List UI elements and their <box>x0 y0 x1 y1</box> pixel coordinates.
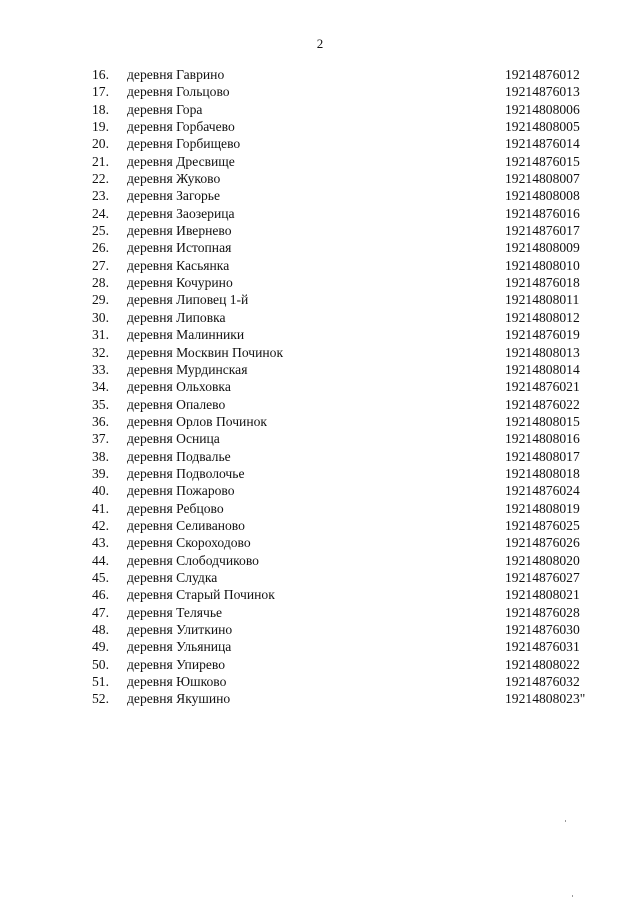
item-number: 46. <box>92 587 109 603</box>
item-number: 47. <box>92 604 109 620</box>
item-name: деревня Упирево <box>127 656 226 672</box>
item-number: 50. <box>92 656 109 672</box>
item-number: 45. <box>92 569 109 585</box>
item-name: деревня Мурдинская <box>127 361 248 377</box>
item-name: деревня Селиваново <box>127 517 245 533</box>
item-number: 37. <box>92 431 109 447</box>
item-name: деревня Горбачево <box>127 119 235 135</box>
item-name: деревня Орлов Починок <box>127 413 268 429</box>
item-number: 34. <box>92 379 109 395</box>
list-item <box>0 118 640 135</box>
item-code: 19214808011 <box>505 292 580 308</box>
item-code: 19214808020 <box>505 552 580 568</box>
item-number: 33. <box>92 361 109 377</box>
item-code: 19214808009 <box>505 240 580 256</box>
item-number: 17. <box>92 84 109 100</box>
item-code: 19214876030 <box>505 622 580 637</box>
list-item <box>0 690 640 707</box>
item-number: 48. <box>92 622 109 637</box>
list-item <box>0 135 640 152</box>
item-name: деревня Скороходово <box>127 535 251 551</box>
list-item <box>0 361 640 378</box>
item-number: 31. <box>92 327 109 343</box>
item-name: деревня Касьянка <box>127 257 230 273</box>
item-number: 35. <box>92 396 109 412</box>
item-name: деревня Телячье <box>127 604 223 620</box>
item-name: деревня Липовец 1-й <box>127 292 249 308</box>
list-item <box>0 569 640 586</box>
item-code: 19214808008 <box>505 188 580 204</box>
item-number: 29. <box>92 292 109 308</box>
item-name: деревня Ульяница <box>127 639 232 655</box>
item-name: деревня Юшково <box>127 674 227 690</box>
item-code: 19214876019 <box>505 327 580 343</box>
list-item <box>0 187 640 204</box>
item-name: деревня Дресвище <box>127 153 235 169</box>
item-code: 19214876031 <box>505 639 580 655</box>
item-name: деревня Ребцово <box>127 500 224 516</box>
list-item <box>0 448 640 465</box>
item-number: 28. <box>92 275 109 291</box>
item-name: деревня Истопная <box>127 240 232 256</box>
item-code: 19214808023" <box>505 691 586 707</box>
item-code: 19214808019 <box>505 500 580 516</box>
list-item <box>0 344 640 361</box>
item-name: деревня Липовка <box>127 309 226 325</box>
list-item <box>0 517 640 534</box>
item-code: 19214876025 <box>505 517 580 533</box>
item-code: 19214876018 <box>505 275 580 291</box>
list-item <box>0 291 640 308</box>
list-item <box>0 153 640 170</box>
list-item <box>0 222 640 239</box>
list-item <box>0 101 640 118</box>
item-code: 19214808018 <box>505 465 580 481</box>
item-code: 19214808005 <box>505 119 580 135</box>
list-item <box>0 378 640 395</box>
list-item <box>0 239 640 256</box>
list-item <box>0 326 640 343</box>
list-item <box>0 638 640 655</box>
item-name: деревня Малинники <box>127 327 245 343</box>
item-name: деревня Гольцово <box>127 84 230 100</box>
item-number: 42. <box>92 517 109 533</box>
list-item <box>0 274 640 291</box>
item-name: деревня Загорье <box>127 188 221 204</box>
item-name: деревня Ивернево <box>127 223 232 239</box>
list-item <box>0 465 640 482</box>
item-number: 39. <box>92 465 109 481</box>
item-number: 32. <box>92 344 109 360</box>
item-number: 52. <box>92 691 109 707</box>
item-number: 41. <box>92 500 109 516</box>
list-item <box>0 586 640 603</box>
item-number: 26. <box>92 240 109 256</box>
settlement-list <box>0 66 640 708</box>
item-number: 36. <box>92 413 109 429</box>
item-name: деревня Пожарово <box>127 483 235 499</box>
item-code: 19214876015 <box>505 153 580 169</box>
list-item <box>0 656 640 673</box>
scan-speck <box>565 820 566 822</box>
item-name: деревня Жуково <box>127 171 221 187</box>
item-name: деревня Горбищево <box>127 136 241 152</box>
item-code: 19214876032 <box>505 674 580 690</box>
list-item <box>0 205 640 222</box>
item-code: 19214808017 <box>505 448 580 464</box>
item-code: 19214876021 <box>505 379 580 395</box>
list-item <box>0 621 640 638</box>
item-number: 25. <box>92 223 109 239</box>
item-number: 21. <box>92 153 109 169</box>
item-number: 43. <box>92 535 109 551</box>
item-code: 19214876014 <box>505 136 580 152</box>
item-name: деревня Гаврино <box>127 67 225 82</box>
item-code: 19214876012 <box>505 67 580 82</box>
list-item <box>0 482 640 499</box>
item-code: 19214876026 <box>505 535 580 551</box>
item-name: деревня Москвин Починок <box>127 344 284 360</box>
list-item <box>0 396 640 413</box>
item-name: деревня Слудка <box>127 569 218 585</box>
item-name: деревня Кочурино <box>127 275 233 291</box>
scan-speck <box>572 895 573 897</box>
list-item <box>0 83 640 100</box>
page-number: 2 <box>316 36 324 51</box>
list-item <box>0 66 640 83</box>
item-number: 49. <box>92 639 109 655</box>
list-item <box>0 552 640 569</box>
list-item <box>0 534 640 551</box>
item-number: 23. <box>92 188 109 204</box>
item-number: 16. <box>92 67 109 82</box>
item-code: 19214876028 <box>505 604 580 620</box>
item-number: 27. <box>92 257 109 273</box>
list-item <box>0 500 640 517</box>
item-code: 19214808010 <box>505 257 580 273</box>
item-number: 51. <box>92 674 109 690</box>
item-number: 44. <box>92 552 109 568</box>
item-code: 19214876016 <box>505 205 580 221</box>
list-item <box>0 257 640 274</box>
list-item <box>0 673 640 690</box>
item-code: 19214876022 <box>505 396 580 412</box>
item-name: деревня Ольховка <box>127 379 231 395</box>
item-number: 24. <box>92 205 109 221</box>
list-item <box>0 604 640 621</box>
item-name: деревня Осница <box>127 431 220 447</box>
item-number: 20. <box>92 136 109 152</box>
list-item <box>0 430 640 447</box>
item-number: 38. <box>92 448 109 464</box>
item-code: 19214808012 <box>505 309 580 325</box>
item-code: 19214808021 <box>505 587 580 603</box>
item-name: деревня Подвалье <box>127 448 231 464</box>
list-item <box>0 413 640 430</box>
item-code: 19214808016 <box>505 431 580 447</box>
item-name: деревня Подволочье <box>127 465 245 481</box>
list-item <box>0 309 640 326</box>
item-code: 19214808013 <box>505 344 580 360</box>
item-code: 19214808007 <box>505 171 580 187</box>
item-code: 19214808006 <box>505 101 580 117</box>
item-number: 22. <box>92 171 109 187</box>
item-number: 19. <box>92 119 109 135</box>
item-name: деревня Опалево <box>127 396 226 412</box>
item-name: деревня Заозерица <box>127 205 235 221</box>
item-name: деревня Якушино <box>127 691 231 707</box>
item-name: деревня Гора <box>127 101 203 117</box>
item-code: 19214808014 <box>505 361 580 377</box>
item-number: 40. <box>92 483 109 499</box>
item-number: 18. <box>92 101 109 117</box>
item-code: 19214876024 <box>505 483 580 499</box>
item-code: 19214876013 <box>505 84 580 100</box>
item-code: 19214876027 <box>505 569 580 585</box>
item-code: 19214808022 <box>505 656 580 672</box>
item-number: 30. <box>92 309 109 325</box>
item-code: 19214808015 <box>505 413 580 429</box>
item-name: деревня Улиткино <box>127 622 233 637</box>
item-name: деревня Слободчиково <box>127 552 259 568</box>
list-item <box>0 170 640 187</box>
item-code: 19214876017 <box>505 223 580 239</box>
item-name: деревня Старый Починок <box>127 587 275 603</box>
